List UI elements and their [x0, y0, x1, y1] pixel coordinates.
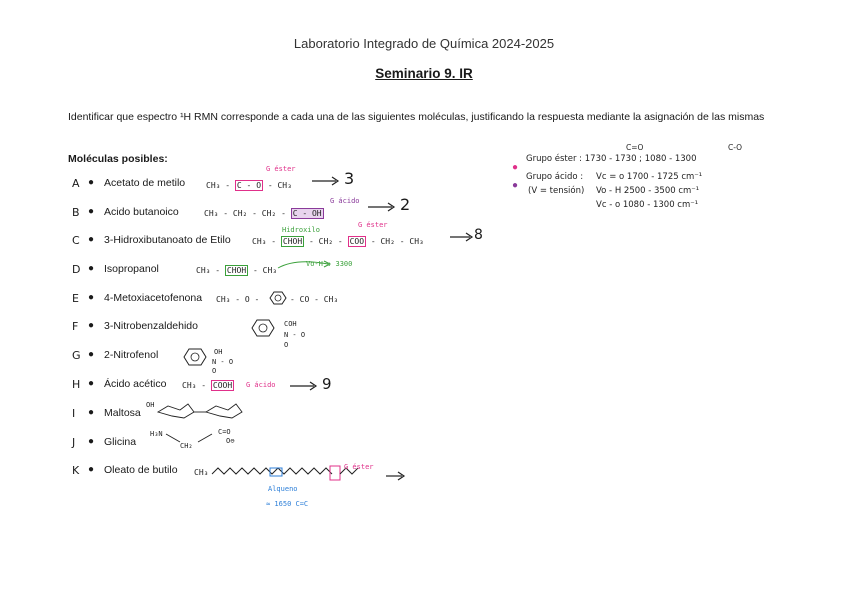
formula-h-left: CH₃ - [182, 381, 207, 390]
bullet: ● [88, 206, 95, 217]
ester-group-label: G éster [358, 221, 388, 229]
bullet: ● [88, 349, 95, 360]
hydroxyl-box: CHOH [226, 266, 247, 275]
molecule-name: 4-Metoxiacetofenona [104, 292, 203, 304]
acid-oh-note: Vo - H 2500 - 3500 cm⁻¹ [596, 186, 700, 196]
molecule-letter: D [72, 263, 81, 276]
bullet: ● [88, 464, 95, 475]
carboxylate-oxygen: O⊖ [226, 437, 235, 445]
acid-c-o-note: Vc - o 1080 - 1300 cm⁻¹ [596, 200, 699, 210]
formula-e [216, 295, 259, 304]
instruction-text: Identificar que espectro ¹H RMN corresponde a cada una de las siguientes moléculas, justificando la respuesta mediante la asignación de las mismas [68, 111, 765, 123]
ester-box: COO [349, 237, 365, 246]
formula-a [206, 181, 292, 190]
arrow-icon [290, 381, 320, 391]
aldehyde-group: COH [284, 320, 297, 328]
molecule-name: Glicina [104, 436, 137, 448]
molecule-name: 2-Nitrofenol [104, 349, 159, 361]
formula-h [182, 381, 234, 390]
molecule-letter: F [72, 320, 79, 333]
hydroxyl-label: OH [146, 401, 155, 409]
molecule-letter: A [72, 177, 80, 190]
acid-box: COOH [212, 381, 233, 390]
hydroxyl-group: OH [214, 348, 223, 356]
formula-k-left: CH₃ [194, 468, 209, 477]
formula-b [204, 209, 324, 218]
acid-group-label: G ácido [330, 197, 360, 205]
molecule-letter: C [72, 234, 80, 247]
acid-group-label: G ácido [246, 381, 276, 389]
result-b: 2 [400, 195, 411, 214]
molecule-name: Acido butanoico [104, 206, 179, 218]
formula-e-right: - CO - CH₃ [290, 295, 339, 304]
arrow-icon [450, 232, 476, 242]
molecule-letter: B [72, 206, 80, 219]
result-c: 8 [474, 227, 483, 243]
ester-group-label: G éster [344, 463, 374, 471]
molecules-heading: Moléculas posibles: [68, 153, 168, 165]
molecule-letter: H [72, 378, 81, 391]
bullet: ● [88, 407, 95, 418]
co-label-1: C=O [626, 143, 644, 152]
molecule-name: Oleato de butilo [104, 464, 178, 476]
formula-c-mid: - CH₂ - [309, 237, 343, 246]
bullet: ● [88, 436, 95, 447]
molecule-name: Maltosa [104, 407, 141, 419]
formula-c-right: - CH₂ - CH₃ [370, 237, 424, 246]
formula-d-right: - CH₃ [253, 266, 278, 275]
result-h: 9 [322, 375, 332, 393]
bullet: ● [88, 292, 95, 303]
molecule-name: Acetato de metilo [104, 177, 186, 189]
benzene-ring-icon [180, 347, 210, 367]
bullet: ● [88, 320, 95, 331]
oh-stretch-note: Vo-H : 3300 [306, 260, 353, 268]
amine-group: H₃N [150, 430, 163, 438]
formula-e-left: CH₃ - O - [216, 295, 260, 304]
nitro-group: N - O [284, 331, 306, 339]
nitro-oxygen: O [284, 341, 289, 349]
tension-note: (V = tensión) [528, 186, 585, 196]
benzene-ring-icon [248, 318, 278, 338]
acid-group-label: Grupo ácido : [526, 172, 584, 182]
ester-group-label: G éster [266, 165, 296, 173]
hydroxyl-label: Hidroxilo [282, 226, 320, 234]
glycine-bonds-icon [164, 432, 224, 446]
co-label-2: C-O [728, 143, 743, 152]
bullet: ● [88, 177, 95, 188]
alkene-label: Alqueno [268, 485, 298, 493]
arrow-icon [312, 176, 342, 186]
carbonyl-group: C=O [218, 428, 231, 436]
alkene-stretch-note: ≈ 1650 C=C [266, 500, 309, 508]
formula-a-right: - CH₃ [267, 181, 292, 190]
ester-bullet-icon: ● [512, 162, 519, 173]
ester-box: C - O [236, 181, 262, 190]
seminar-title-text: Seminario 9. IR [375, 66, 473, 81]
formula-c [252, 237, 424, 246]
methylene-group: CH₂ [180, 442, 193, 450]
molecule-name: Isopropanol [104, 263, 159, 275]
molecule-letter: K [72, 464, 80, 477]
formula-d-left: CH₃ - [196, 266, 221, 275]
nitro-group: N - O [212, 358, 234, 366]
nitro-oxygen: O [212, 367, 217, 375]
result-a: 3 [344, 169, 355, 188]
arrow-icon [368, 202, 398, 212]
maltose-structure-icon [150, 400, 250, 424]
molecule-letter: E [72, 292, 79, 305]
oleate-chain-icon [212, 464, 412, 484]
acid-bullet-icon: ● [512, 180, 519, 191]
bullet: ● [88, 234, 95, 245]
ester-group-note: Grupo éster : 1730 - 1730 ; 1080 - 1300 [526, 154, 697, 164]
molecule-name: 3-Hidroxibutanoato de Etilo [104, 234, 231, 246]
benzene-ring-icon [266, 290, 290, 306]
molecule-letter: I [72, 407, 76, 420]
molecule-name: Ácido acético [104, 378, 167, 390]
formula-d [196, 266, 277, 275]
formula-b-left: CH₃ - CH₂ - CH₂ - [204, 209, 286, 218]
course-header: Laboratorio Integrado de Química 2024-2025 [293, 36, 555, 51]
acid-co-note: Vc = o 1700 - 1725 cm⁻¹ [596, 172, 703, 182]
seminar-title [0, 66, 848, 81]
bullet: ● [88, 378, 95, 389]
hydroxyl-box: CHOH [282, 237, 303, 246]
molecule-letter: G [72, 349, 81, 362]
molecule-name: 3-Nitrobenzaldehido [104, 320, 198, 332]
acid-box: C - OH [292, 209, 322, 218]
bullet: ● [88, 263, 95, 274]
molecule-letter: J [72, 436, 76, 449]
formula-a-left: CH₃ - [206, 181, 231, 190]
formula-c-left: CH₃ - [252, 237, 277, 246]
